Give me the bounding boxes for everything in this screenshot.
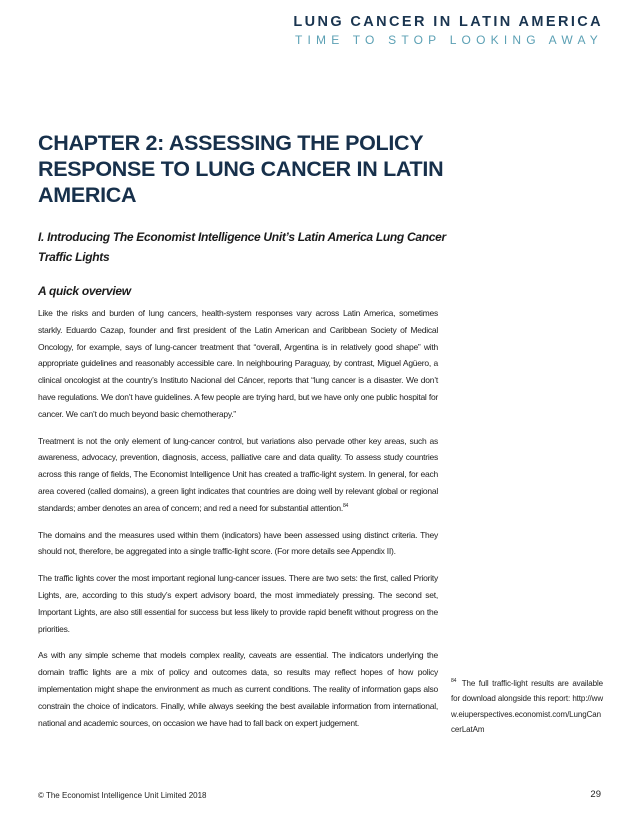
paragraph-4: The traffic lights cover the most important regional lung-cancer issues. There are two sets: the first, called Priority Lights, are, according to this study’s expert advisory board, the most immediately pressing. The second set, Important Lights, are also still essential for success but less likely to provide rapid benefit without progress on the priorities. — [38, 573, 438, 634]
paragraph-2 — [38, 433, 438, 517]
section-title: I. Introducing The Economist Intelligence Unit’s Latin America Lung Cancer Traffic Lights — [38, 230, 446, 264]
paragraph-2-text: Treatment is not the only element of lung-cancer control, but variations also pervade other key areas, such as awareness, advocacy, prevention, diagnosis, access, palliative care and data quality. To assess study countries across this range of fields, The Economist Intelligence Unit has created a traffic-light system. In general, for each area covered (called domains), a green light indicates that countries are doing well by relevant global or regional standards; amber denotes an area of concern; and red a need for substantial attention. — [38, 435, 438, 513]
paragraph-3: The domains and the measures used within them (indicators) have been assessed using distinct criteria. They should not, therefore, be aggregated into a single traffic-light score. (For more details see Appendix II). — [38, 529, 438, 557]
footnote-link[interactable]: http://www.eiuperspectives.economist.com/LungCancerLatAm — [451, 694, 603, 734]
footnote — [451, 676, 603, 737]
paragraph-5: As with any simple scheme that models complex reality, caveats are essential. The indicators underlying the domain traffic lights are a mix of policy and outcomes data, so results may reflect hopes of how policy implementation might shape the environment as much as current conditions. The reality of information gaps also constrain the choice of indicators. Finally, while always seeking the best available information from international, national and academic sources, on occasion we have had to fall back on expert judgement. — [38, 650, 438, 728]
footnote-number: 84 — [451, 678, 457, 685]
running-header-title: LUNG CANCER IN LATIN AMERICA — [293, 14, 603, 30]
page-number: 29 — [590, 789, 601, 800]
footnote-reference[interactable]: 84 — [343, 502, 349, 509]
body-text — [38, 305, 438, 741]
footnote-text: The full traffic-light results are available for download alongside this report: — [451, 679, 603, 704]
subheading: A quick overview — [38, 284, 131, 298]
paragraph-1: Like the risks and burden of lung cancers, health-system responses vary across Latin America, sometimes starkly. Eduardo Cazap, founder and first president of the Latin American and Caribbean Society of Medical Oncology, for example, says of lung-cancer treatment that “overall, Argentina is in relatively good shape” with appropriate guidelines and reasonably accessible care. In neighbouring Paraguay, by contrast, Miguel Agüero, a clinical oncologist at the country’s Instituto Nacional del Cáncer, reports that “lung cancer is a disaster. We don’t have regulations. We don’t have guidelines. A few people are trying hard, but we have only one public hospital for cancer. We can’t do much beyond basic chemotherapy.” — [38, 308, 438, 419]
chapter-title: CHAPTER 2: ASSESSING THE POLICY RESPONSE TO LUNG CANCER IN LATIN AMERICA — [38, 131, 444, 207]
running-header-subtitle: TIME TO STOP LOOKING AWAY — [294, 33, 603, 47]
footer-copyright: © The Economist Intelligence Unit Limited 2018 — [38, 791, 207, 800]
